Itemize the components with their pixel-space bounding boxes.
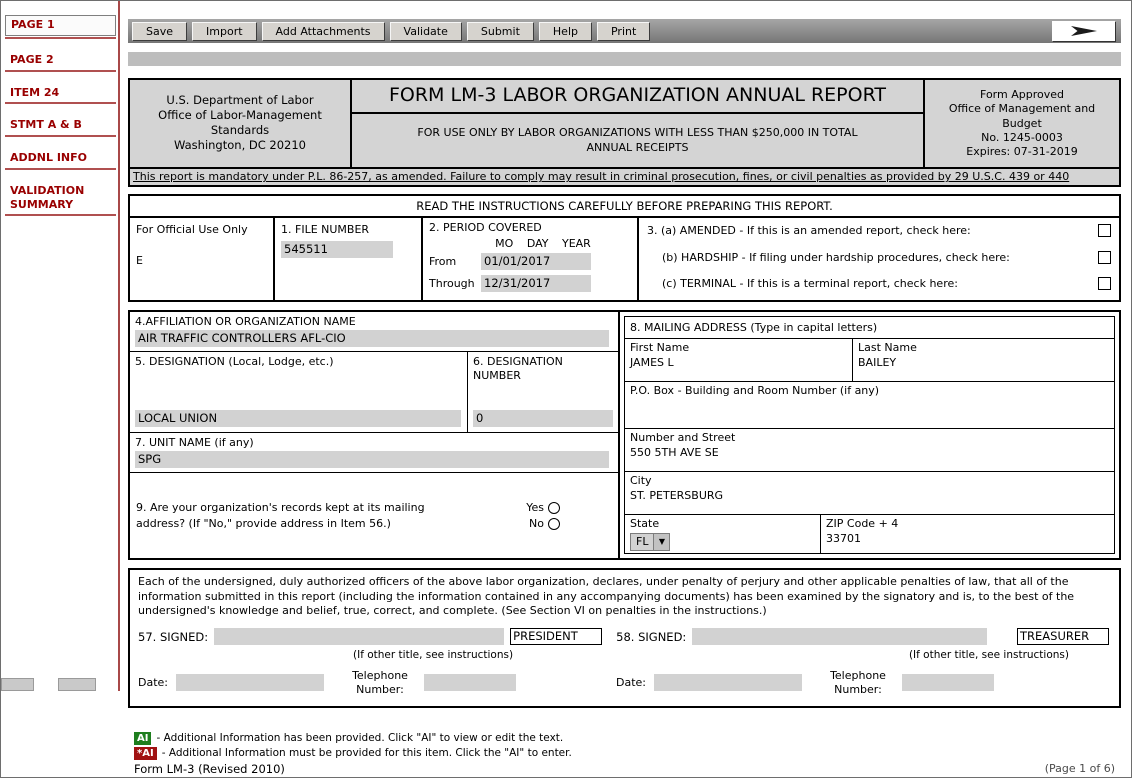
zip-cell	[821, 515, 1114, 553]
records-kept-question: 9. Are your organization's records kept at its mailing address? (If "No," provide address in Item 56.)	[136, 501, 425, 530]
affiliation-name-label: 4.AFFILIATION OR ORGANIZATION NAME	[135, 314, 356, 328]
form-version: Form LM-3 (Revised 2010)	[134, 761, 285, 776]
state-cell	[625, 515, 821, 553]
signed57-label: 57. SIGNED:	[138, 629, 209, 644]
unit-name-input[interactable]: SPG	[135, 451, 609, 468]
ai-required-badge[interactable]: *AI	[134, 747, 157, 760]
toolbar-substrip	[128, 52, 1121, 66]
dol-address	[130, 80, 352, 167]
sidebar-item-page-2[interactable]: PAGE 2	[10, 52, 54, 66]
signature-row	[138, 628, 1111, 645]
designation-input[interactable]: LOCAL UNION	[135, 410, 461, 427]
dol-line: Office of Labor-Management Standards	[158, 107, 322, 137]
sidebar-item-stmt-a-b-wrap	[5, 116, 116, 137]
signed58-label: 58. SIGNED:	[616, 629, 687, 644]
first-name-label: First Name	[630, 340, 690, 354]
official-use-label: For Official Use Only	[136, 223, 248, 237]
signed57-input[interactable]	[214, 628, 504, 645]
zip-input[interactable]: 33701	[826, 531, 861, 545]
help-button[interactable]: Help	[539, 22, 592, 41]
official-use-cell	[130, 218, 275, 299]
omb-line: No. 1245-0003	[981, 130, 1063, 144]
item-4-cell	[130, 312, 618, 352]
phone57-input[interactable]	[424, 674, 516, 691]
period-covered-cell	[423, 218, 639, 299]
unit-name-label: 7. UNIT NAME (if any)	[135, 436, 254, 450]
designation-number-input[interactable]: 0	[473, 410, 613, 427]
records-kept-radios	[526, 498, 560, 533]
form-subtitle: FOR USE ONLY BY LABOR ORGANIZATIONS WITH LESS THAN $250,000 IN TOTAL ANNUAL RECEIPTS	[417, 125, 858, 154]
state-label: State	[630, 516, 660, 530]
declaration-section	[128, 568, 1121, 708]
sidebar	[1, 1, 120, 777]
item-8-column	[620, 312, 1119, 558]
records-yes-radio[interactable]	[548, 502, 560, 514]
declaration-text: Each of the undersigned, duly authorized officers of the above labor organization, declares, under penalty of perjury and other applicable penalties of law, that all of the information submitted in this report (including the information contained in any accompanying documents) has been examined by the signatory and is, to the best of the undersigned's knowledge and belief, true, correct, and complete. (See Section VI on penalties in the instructions.)	[138, 574, 1075, 618]
mailing-address-box	[624, 316, 1115, 554]
scrollbar-thumb[interactable]	[58, 678, 96, 691]
signed57-title-input[interactable]: PRESIDENT	[510, 628, 602, 645]
ai-required-text: - Additional Information must be provided for this item. Click the "AI" to enter.	[161, 747, 572, 760]
po-box-cell	[625, 382, 1114, 429]
page-indicator: (Page 1 of 6)	[1044, 762, 1115, 776]
records-no-label: No	[529, 517, 544, 531]
hardship-checkbox[interactable]	[1098, 251, 1111, 264]
state-zip-row	[625, 515, 1114, 553]
dol-line: Washington, DC 20210	[173, 137, 306, 152]
date58-label: Date:	[616, 676, 646, 689]
sidebar-item-stmt-a-b[interactable]: STMT A & B	[10, 118, 82, 132]
item-7-cell	[130, 433, 618, 473]
ai-legend	[128, 732, 1121, 762]
street-cell	[625, 429, 1114, 472]
form-title-block	[352, 80, 923, 167]
date58-input[interactable]	[654, 674, 802, 691]
items-1-3-row	[130, 218, 1119, 299]
terminal-label: (c) TERMINAL - If this is a terminal report, check here:	[662, 276, 958, 290]
toolbar	[128, 19, 1121, 43]
period-covered-label: 2. PERIOD COVERED	[429, 221, 542, 235]
file-number-cell	[275, 218, 423, 299]
period-through-label: Through	[429, 276, 475, 290]
item-3-cell	[639, 218, 1119, 299]
items-1-3-section	[128, 194, 1121, 301]
state-select[interactable]	[630, 533, 670, 551]
file-number-input[interactable]: 545511	[281, 241, 393, 258]
records-yes-label: Yes	[526, 501, 544, 515]
item-6-cell	[468, 352, 618, 432]
date57-label: Date:	[138, 676, 168, 689]
items-4-9-section	[128, 310, 1121, 560]
zip-label: ZIP Code + 4	[826, 516, 899, 530]
amended-checkbox[interactable]	[1098, 224, 1111, 237]
last-name-label: Last Name	[858, 340, 917, 354]
import-button[interactable]: Import	[192, 22, 257, 41]
phone57-label: Telephone Number:	[352, 669, 408, 696]
form-header	[128, 78, 1121, 169]
form-lm3-page1	[128, 78, 1121, 777]
save-button[interactable]: Save	[132, 22, 187, 41]
hardship-label: (b) HARDSHIP - If filing under hardship procedures, check here:	[662, 250, 1010, 264]
terminal-checkbox[interactable]	[1098, 277, 1111, 290]
records-no-radio[interactable]	[548, 518, 560, 530]
other-title-note-57: (If other title, see instructions)	[353, 649, 514, 662]
omb-line: Office of Management and Budget	[948, 102, 1096, 130]
date-phone-row	[138, 669, 1111, 695]
paper-plane-icon	[1069, 23, 1099, 39]
chevron-down-icon: ▼	[653, 534, 669, 550]
item-5-cell	[130, 352, 468, 432]
city-label: City	[630, 473, 652, 487]
designation-number-label: 6. DESIGNATION NUMBER	[473, 355, 563, 383]
phone58-input[interactable]	[902, 674, 994, 691]
file-number-label: 1. FILE NUMBER	[281, 223, 370, 237]
po-box-label: P.O. Box - Building and Room Number (if any)	[630, 383, 880, 397]
amended-label: 3. (a) AMENDED - If this is an amended report, check here:	[647, 224, 971, 238]
sidebar-item-validation-summary[interactable]: VALIDATION SUMMARY	[10, 183, 85, 211]
form-footer	[128, 762, 1121, 777]
affiliation-name-input[interactable]: AIR TRAFFIC CONTROLLERS AFL-CIO	[135, 330, 609, 347]
items-5-6-row	[130, 352, 618, 433]
ai-provided-text: - Additional Information has been provided. Click "AI" to view or edit the text.	[156, 732, 564, 745]
omb-approval	[923, 80, 1119, 167]
street-label: Number and Street	[630, 430, 736, 444]
mailing-address-header: 8. MAILING ADDRESS (Type in capital letters)	[625, 317, 1114, 339]
street-input[interactable]: 550 5TH AVE SE	[630, 445, 719, 459]
item-9-cell	[130, 473, 618, 557]
form-title: FORM LM-3 LABOR ORGANIZATION ANNUAL REPORT	[352, 80, 923, 114]
sidebar-item-validation-summary-wrap	[5, 182, 116, 217]
omb-line: Form Approved	[980, 88, 1064, 101]
period-from-input[interactable]: 01/01/2017	[481, 253, 591, 270]
dol-line: U.S. Department of Labor	[166, 93, 314, 107]
sidebar-divider	[118, 1, 120, 691]
sidebar-item-item-24-wrap	[5, 84, 116, 105]
sidebar-item-item-24[interactable]: ITEM 24	[10, 85, 60, 99]
last-name-cell	[853, 339, 1114, 381]
state-select-value: FL	[636, 535, 649, 549]
submit-button[interactable]: Submit	[467, 22, 534, 41]
other-title-notes	[138, 649, 1111, 661]
validate-button[interactable]: Validate	[390, 22, 462, 41]
add-attachments-button[interactable]: Add Attachments	[262, 22, 385, 41]
date57-input[interactable]	[176, 674, 324, 691]
period-through-input[interactable]: 12/31/2017	[481, 275, 591, 292]
first-name-input[interactable]: JAMES L	[630, 356, 674, 370]
scrollbar-left-button[interactable]	[1, 678, 34, 691]
sidebar-item-page-1[interactable]: PAGE 1	[5, 15, 116, 36]
send-icon[interactable]	[1052, 21, 1115, 41]
official-use-value: E	[136, 253, 143, 267]
phone58-label: Telephone Number:	[830, 669, 886, 696]
items-4-7-9-column	[130, 312, 620, 558]
designation-label: 5. DESIGNATION (Local, Lodge, etc.)	[135, 355, 334, 369]
signed58-input[interactable]	[692, 628, 987, 645]
sidebar-hscrollbar	[1, 677, 96, 691]
ai-provided-badge[interactable]: AI	[134, 732, 151, 745]
sidebar-item-addnl-info-wrap	[5, 149, 116, 170]
signed58-title-input[interactable]: TREASURER	[1017, 628, 1109, 645]
sidebar-item-page-1-wrap	[5, 15, 116, 39]
print-button[interactable]: Print	[597, 22, 650, 41]
first-name-cell	[625, 339, 853, 381]
last-name-input[interactable]: BAILEY	[858, 356, 897, 370]
city-input[interactable]: ST. PETERSBURG	[630, 488, 724, 502]
omb-line: Expires: 07-31-2019	[966, 145, 1078, 159]
other-title-note-58: (If other title, see instructions)	[908, 649, 1069, 662]
city-cell	[625, 472, 1114, 515]
po-box-input[interactable]	[630, 399, 1109, 412]
sidebar-item-page-2-wrap	[5, 51, 116, 72]
instructions-banner: READ THE INSTRUCTIONS CAREFULLY BEFORE PREPARING THIS REPORT.	[130, 196, 1119, 218]
main-area	[120, 1, 1131, 777]
period-columns-label: MO DAY YEAR	[495, 236, 591, 250]
sidebar-item-addnl-info[interactable]: ADDNL INFO	[10, 151, 87, 164]
period-from-label: From	[429, 254, 457, 268]
name-row	[625, 339, 1114, 382]
mandatory-notice: This report is mandatory under P.L. 86-257, as amended. Failure to comply may result in criminal prosecution, fines, or civil penalties as provided by 29 U.S.C. 439 or 440	[128, 169, 1121, 187]
